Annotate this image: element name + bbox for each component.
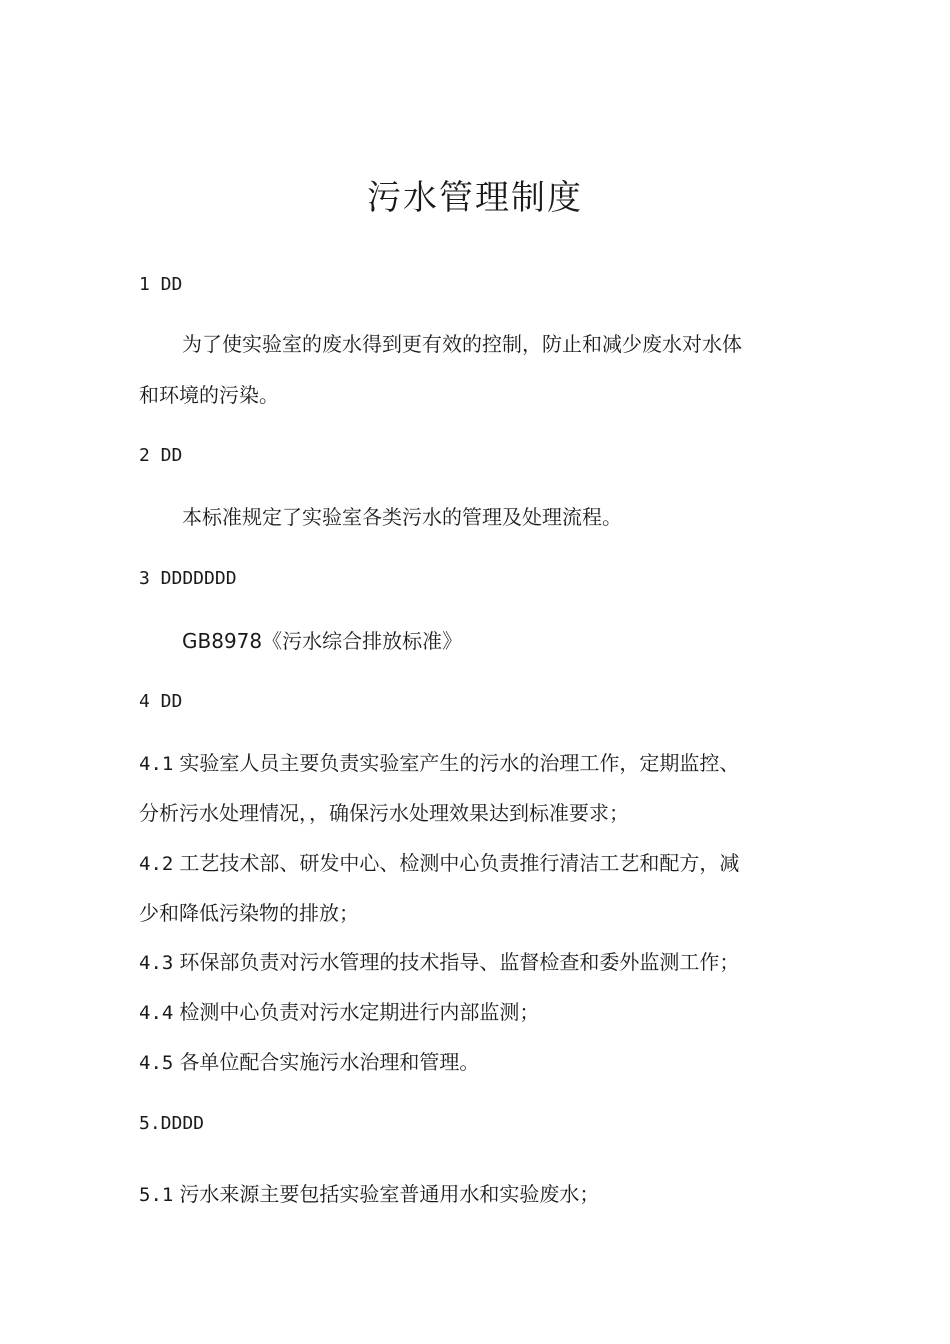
item-text: 检测中心负责对污水定期进行内部监测； bbox=[179, 1000, 540, 1024]
list-item-4-1-continuation: 分析污水处理情况，，确保污水处理效果达到标准要求； bbox=[139, 801, 629, 825]
section-1-paragraph-line-1: 为了使实验室的废水得到更有效的控制，防止和减少废水对水体 bbox=[182, 332, 742, 356]
section-2-paragraph-line-1: 本标准规定了实验室各类污水的管理及处理流程。 bbox=[182, 505, 622, 529]
item-number: 4.3 bbox=[139, 952, 174, 974]
item-number: 4.5 bbox=[139, 1052, 174, 1074]
section-5-heading: 5.DDDD bbox=[139, 1113, 205, 1134]
list-item-4-3 bbox=[139, 948, 739, 977]
section-3-heading: 3 DDDDDDD bbox=[139, 568, 237, 589]
item-number: 5.1 bbox=[139, 1184, 174, 1206]
item-number: 4.4 bbox=[139, 1002, 174, 1024]
list-item-5-1 bbox=[139, 1180, 599, 1209]
section-3-reference: GB8978《污水综合排放标准》 bbox=[182, 629, 463, 653]
item-text: 实验室人员主要负责实验室产生的污水的治理工作，定期监控、 bbox=[179, 751, 740, 775]
section-1-heading: 1 DD bbox=[139, 274, 183, 295]
section-2-heading: 2 DD bbox=[139, 445, 183, 466]
item-text: 工艺技术部、研发中心、检测中心负责推行清洁工艺和配方，减 bbox=[179, 851, 740, 875]
document-title: 污水管理制度 bbox=[367, 178, 583, 218]
list-item-4-5 bbox=[139, 1048, 479, 1077]
list-item-4-2-continuation: 少和降低污染物的排放； bbox=[139, 901, 359, 925]
item-number: 4.2 bbox=[139, 853, 174, 875]
item-text: 污水来源主要包括实验室普通用水和实验废水； bbox=[179, 1182, 600, 1206]
item-text: 各单位配合实施污水治理和管理。 bbox=[179, 1050, 480, 1074]
section-4-heading: 4 DD bbox=[139, 691, 183, 712]
section-1-paragraph-line-2: 和环境的污染。 bbox=[139, 383, 279, 407]
item-text: 环保部负责对污水管理的技术指导、监督检查和委外监测工作； bbox=[179, 950, 740, 974]
item-number: 4.1 bbox=[139, 753, 174, 775]
list-item-4-1 bbox=[139, 749, 739, 778]
list-item-4-2 bbox=[139, 849, 739, 878]
list-item-4-4 bbox=[139, 998, 539, 1027]
